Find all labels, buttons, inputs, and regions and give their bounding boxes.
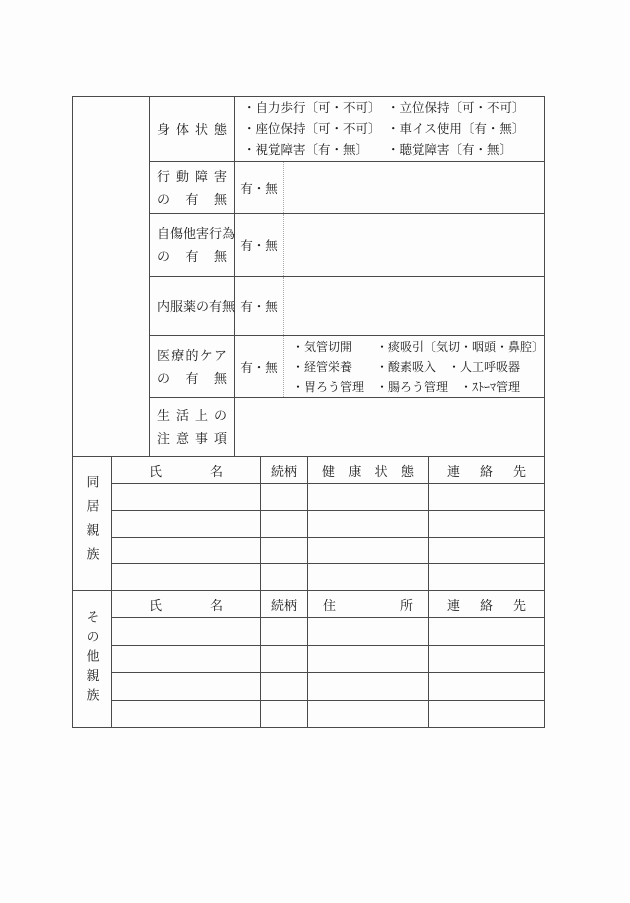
relation-cell <box>261 511 308 537</box>
option-hearing-impairment: ・聴覚障害〔有・無〕 <box>386 142 512 157</box>
table-header-row <box>112 457 544 484</box>
row-label-line2: の有無 <box>156 370 227 386</box>
header-relation: 続柄 <box>261 457 308 483</box>
option-self-walking: ・自力歩行〔可・不可〕 <box>242 100 381 115</box>
contact-cell <box>429 538 544 564</box>
option-line <box>243 98 544 119</box>
name-cell <box>112 673 261 700</box>
condition-section <box>73 97 544 457</box>
blank-detail-area <box>284 214 544 276</box>
name-cell <box>112 511 261 537</box>
header-health: 健康状態 <box>308 457 429 483</box>
contact-cell <box>429 564 544 590</box>
contact-cell <box>429 618 544 645</box>
care-line <box>292 357 544 377</box>
option-oxygen: ・酸素吸入 <box>375 359 436 374</box>
option-standing: ・立位保持〔可・不可〕 <box>386 100 525 115</box>
yes-no-value: 有・無 <box>235 336 284 397</box>
option-visual-impairment: ・視覚障害〔有・無〕 <box>242 142 368 157</box>
row-label-line1: 医療的ケア <box>156 347 227 363</box>
address-cell <box>308 673 429 700</box>
care-line <box>292 377 544 397</box>
option-line <box>243 119 544 140</box>
header-relation: 続柄 <box>261 591 308 617</box>
other-family-section <box>73 591 544 727</box>
care-information-table <box>72 96 545 728</box>
row-label-line1: 生活上の <box>156 408 227 423</box>
medication-value-area <box>235 277 544 335</box>
header-name: 氏名 <box>112 591 261 617</box>
row-label-line1: 自傷他害行為 <box>156 226 235 241</box>
row-living-notes <box>150 398 544 456</box>
yes-no-value: 有・無 <box>235 277 284 335</box>
option-ventilator: ・人工呼吸器 <box>448 359 521 374</box>
row-physical-status <box>150 97 544 162</box>
health-cell <box>308 484 429 510</box>
self-harm-value-area <box>235 214 544 276</box>
row-medication <box>150 277 544 336</box>
address-cell <box>308 701 429 728</box>
option-tube-feeding: ・経管栄養 <box>291 359 352 374</box>
other-family-table <box>112 591 544 727</box>
table-row <box>112 484 544 511</box>
contact-cell <box>429 484 544 510</box>
row-self-harm <box>150 214 544 277</box>
row-label-line1: 行動障害 <box>156 168 227 184</box>
self-harm-label-cell <box>150 214 235 276</box>
behavior-disorder-label-cell <box>150 162 235 213</box>
yes-no-value: 有・無 <box>235 214 284 276</box>
option-sitting: ・座位保持〔可・不可〕 <box>242 121 381 136</box>
table-row <box>112 538 544 565</box>
header-address: 住所 <box>308 591 429 617</box>
name-cell <box>112 484 261 510</box>
living-notes-label-cell <box>150 398 235 456</box>
yes-no-value: 有・無 <box>235 162 284 213</box>
option-gastrostomy: ・胃ろう管理 <box>291 379 364 394</box>
health-cell <box>308 538 429 564</box>
option-suction: ・痰吸引〔気切・咽頭・鼻腔〕 <box>375 339 544 354</box>
option-stoma: ・ｽﾄｰﾏ管理 <box>460 379 521 394</box>
option-enterostomy: ・腸ろう管理 <box>376 379 449 394</box>
option-tracheostomy: ・気管切開 <box>291 339 352 354</box>
section-label: 同居親族 <box>84 475 100 572</box>
row-label: 内服薬の有無 <box>156 298 235 314</box>
contact-cell <box>429 511 544 537</box>
relation-cell <box>261 564 308 590</box>
address-cell <box>308 618 429 645</box>
physical-status-label-cell <box>150 97 235 161</box>
medical-care-options <box>284 336 544 397</box>
physical-status-options <box>235 97 544 161</box>
relation-cell <box>261 646 308 673</box>
medical-care-label-cell <box>150 336 235 397</box>
table-row <box>112 673 544 701</box>
name-cell <box>112 564 261 590</box>
medical-care-value-area <box>235 336 544 397</box>
row-behavior-disorder <box>150 162 544 214</box>
table-row <box>112 646 544 674</box>
relation-cell <box>261 673 308 700</box>
row-label-line2: 注意事項 <box>156 431 227 446</box>
relation-cell <box>261 538 308 564</box>
header-contact: 連絡先 <box>447 463 526 479</box>
other-family-label-cell <box>73 591 112 727</box>
relation-cell <box>261 618 308 645</box>
blank-detail-area <box>284 277 544 335</box>
behavior-disorder-value-area <box>235 162 544 213</box>
address-cell <box>308 646 429 673</box>
table-header-row <box>112 591 544 618</box>
name-cell <box>112 618 261 645</box>
table-row <box>112 511 544 538</box>
health-cell <box>308 511 429 537</box>
table-row <box>112 618 544 646</box>
medication-label-cell <box>150 277 235 335</box>
row-label-line2: の有無 <box>156 191 227 207</box>
option-wheelchair: ・車イス使用〔有・無〕 <box>386 121 525 136</box>
section-label: その他親族 <box>84 610 100 708</box>
option-line <box>243 140 544 161</box>
living-notes-blank-area <box>235 398 544 456</box>
row-medical-care <box>150 336 544 398</box>
cohabiting-family-table <box>112 457 544 590</box>
name-cell <box>112 701 261 728</box>
header-contact: 連絡先 <box>447 597 526 613</box>
relation-cell <box>261 701 308 728</box>
cohabiting-family-label-cell <box>73 457 112 590</box>
contact-cell <box>429 701 544 728</box>
relation-cell <box>261 484 308 510</box>
cohabiting-family-section <box>73 457 544 591</box>
blank-detail-area <box>284 162 544 213</box>
empty-side-cell <box>73 97 150 456</box>
row-label-line2: の有無 <box>156 249 227 264</box>
name-cell <box>112 646 261 673</box>
health-cell <box>308 564 429 590</box>
name-cell <box>112 538 261 564</box>
header-name: 氏名 <box>112 457 261 483</box>
contact-cell <box>429 673 544 700</box>
table-row <box>112 564 544 590</box>
condition-rows <box>150 97 544 456</box>
care-line <box>292 337 544 357</box>
table-row <box>112 701 544 728</box>
contact-cell <box>429 646 544 673</box>
row-label: 身体状態 <box>156 121 227 137</box>
